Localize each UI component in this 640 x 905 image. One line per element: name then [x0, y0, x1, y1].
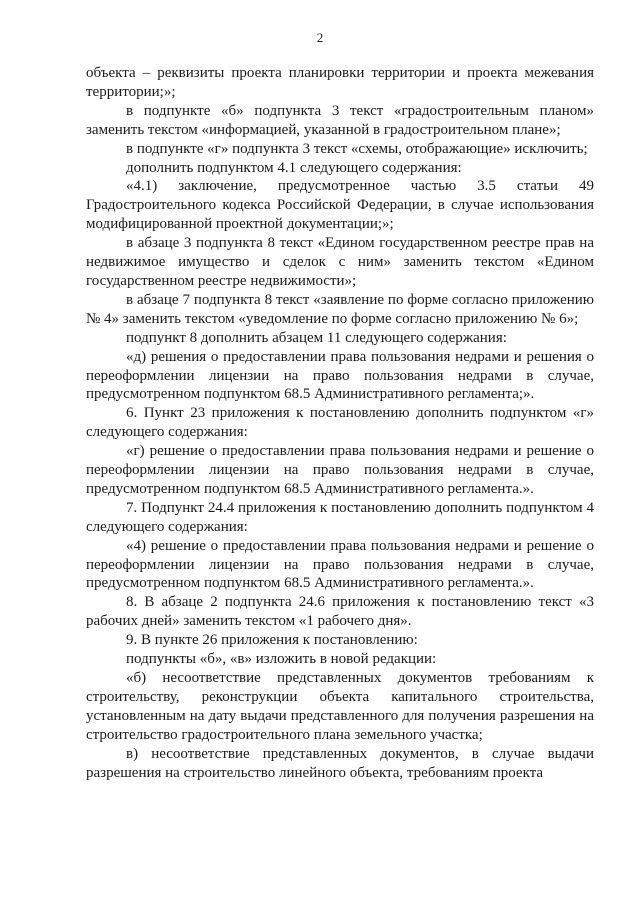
- paragraph-8: подпункт 8 дополнить абзацем 11 следующего содержания:: [126, 329, 507, 346]
- paragraph-13: «4) решение о предоставлении права пользования недрами и решение о переоформлении лицензии на право пользования недрами в случае, предусмотренном подпунктом 68.5 Административного регламента.».: [86, 537, 594, 592]
- paragraph-7: в абзаце 7 подпункта 8 текст «заявление по форме согласно приложению № 4» заменить текстом «уведомление по форме согласно приложению № 6»;: [86, 291, 594, 327]
- page-number: 2: [316, 30, 324, 45]
- paragraph-14: 8. В абзаце 2 подпункта 24.6 приложения к постановлению текст «3 рабочих дней» заменить текстом «1 рабочего дня».: [86, 594, 594, 630]
- paragraph-17: «б) несоответствие представленных документов требованиям к строительству, реконструкции объекта капитального строительства, установленным на дату выдачи представленного для получения разрешения на строительство градостроительного плана земельного участка;: [86, 670, 594, 743]
- paragraph-1: объекта – реквизиты проекта планировки территории и проекта межевания территории;»;: [86, 65, 594, 100]
- paragraph-18: в) несоответствие представленных документов, в случае выдачи разрешения на строительство линейного объекта, требованиям проекта: [86, 745, 594, 781]
- paragraph-10: 6. Пункт 23 приложения к постановлению дополнить подпунктом «г» следующего содержания:: [86, 405, 594, 441]
- paragraph-9: «д) решения о предоставлении права пользования недрами и решения о переоформлении лицензии на право пользования недрами в случае, предусмотренном подпунктом 68.5 Административного регламента;».: [86, 348, 594, 403]
- paragraph-2: в подпункте «б» подпункта 3 текст «градостроительным планом» заменить текстом «информацией, указанной в градостроительном плане»;: [86, 102, 594, 138]
- paragraph-4: дополнить подпунктом 4.1 следующего содержания:: [126, 159, 462, 176]
- paragraph-16: подпункты «б», «в» изложить в новой редакции:: [126, 651, 437, 668]
- paragraph-15: 9. В пункте 26 приложения к постановлению:: [126, 632, 418, 649]
- paragraph-12: 7. Подпункт 24.4 приложения к постановлению дополнить подпунктом 4 следующего содержания:: [86, 499, 594, 535]
- paragraph-6: в абзаце 3 подпункта 8 текст «Едином государственном реестре прав на недвижимое имущество и сделок с ним» заменить текстом «Едином государственном реестре недвижимости»;: [86, 235, 594, 289]
- paragraph-3: в подпункте «г» подпункта 3 текст «схемы, отображающие» исключить;: [126, 140, 588, 157]
- document-body: [86, 64, 594, 782]
- paragraph-5: «4.1) заключение, предусмотренное частью 3.5 статьи 49 Градостроительного кодекса Российской Федерации, в случае использования модифицированной проектной документации;»;: [86, 178, 594, 233]
- paragraph-11: «г) решение о предоставлении права пользования недрами и решение о переоформлении лицензии на право пользования недрами в случае, предусмотренном подпунктом 68.5 Административного регламента.».: [86, 443, 594, 497]
